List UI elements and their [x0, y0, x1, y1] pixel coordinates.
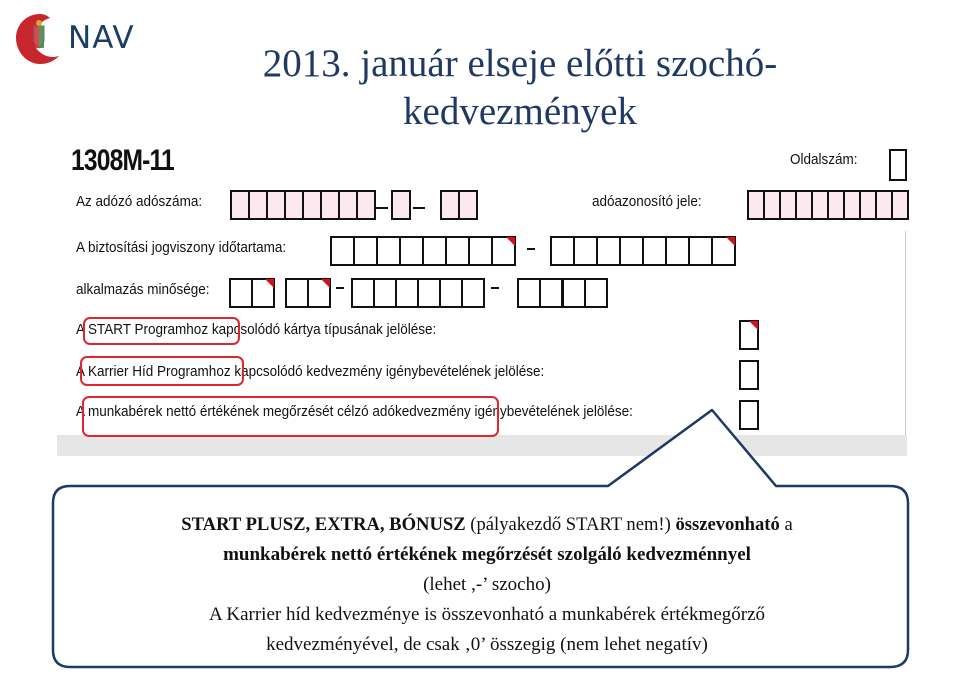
taxno-label: Az adózó adószáma:: [76, 193, 203, 210]
taxid-label: adóazonosító jele:: [592, 193, 702, 210]
slide-title: 2013. január elseje előtti szochó-kedvezmények: [262, 42, 778, 133]
callout-line-5: kedvezményével, de csak ‚0’ összegig (nem lehet negatív): [266, 634, 708, 655]
callout-text: [62, 510, 912, 660]
callout-line-3: (lehet ,-’ szocho): [423, 574, 551, 595]
munkaber-row-highlight: munkabérek nettó értékének megőrzését célzó adókedvezmény igénybevételének jelölése:: [88, 403, 633, 420]
karrier-row-highlight: Karrier Híd Programhoz: [88, 363, 231, 380]
callout-line1-bold2: összevonható: [675, 514, 780, 535]
karrier-row-suffix: kapcsolódó kedvezmény igénybevételének jelölése:: [234, 363, 545, 380]
insurance-period-label: A biztosítási jogviszony időtartama:: [76, 239, 287, 256]
callout-line1-end: a: [779, 514, 793, 535]
employment-quality-label: alkalmazás minősége:: [76, 281, 210, 298]
callout-line1-normal: (pályakezdő START nem!): [465, 514, 676, 535]
logo-text: NAV: [68, 20, 135, 56]
callout-line-1: [62, 510, 912, 540]
callout-line-4: A Karrier híd kedvezménye is összevonható a munkabérek értékmegőrző: [208, 604, 766, 625]
start-row-prefix: A: [76, 321, 85, 338]
form-code: 1308M-11: [71, 144, 174, 177]
callout-line-2: munkabérek nettó értékének megőrzését szolgáló kedvezménnyel: [223, 544, 751, 565]
karrier-row-prefix: A: [76, 363, 85, 380]
munkaber-row-prefix: A: [76, 403, 85, 420]
start-row-suffix: kapcsolódó kártya típusának jelölése:: [211, 321, 437, 338]
callout-line1-bold: START PLUSZ, EXTRA, BÓNUSZ: [181, 514, 466, 535]
page-number-label: Oldalszám:: [790, 151, 858, 168]
start-row-highlight: START Programhoz: [88, 321, 209, 338]
